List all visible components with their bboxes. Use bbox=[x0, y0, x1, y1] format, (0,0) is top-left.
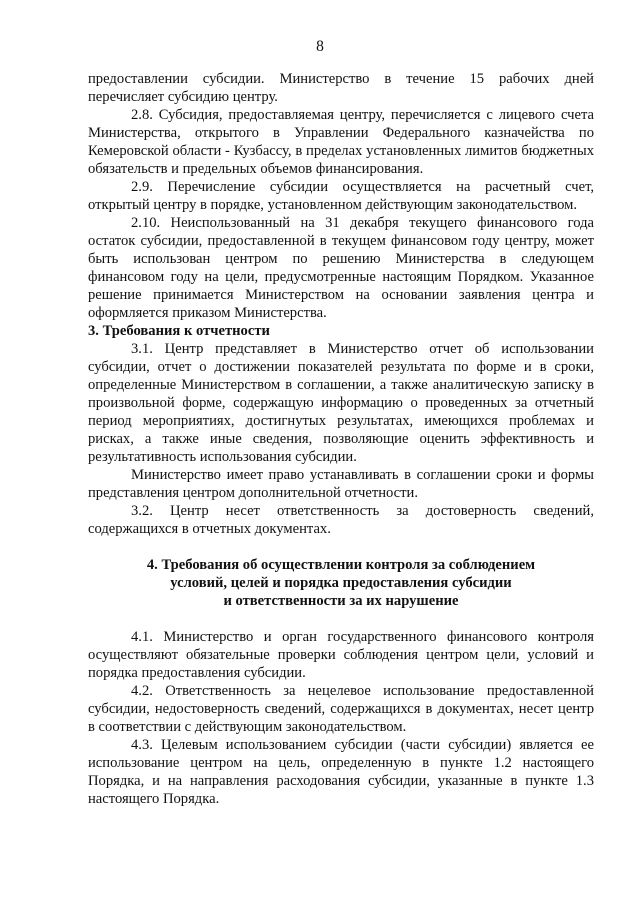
paragraph-4-3: 4.3. Целевым использованием субсидии (части субсидии) является ее использование центром на цель, определенную в пункте 1.2 настоящего Порядка, и на направления расходования субсидии, указанные в пункте 1.3 настоящего Порядка. bbox=[88, 737, 594, 807]
section-4-heading-line-3: и ответственности за их нарушение bbox=[223, 593, 459, 609]
paragraph-4-2: 4.2. Ответственность за нецелевое использование предоставленной субсидии, недостоверность сведений, содержащихся в документах, несет центр в соответствии с действующим законодательством. bbox=[88, 683, 594, 735]
paragraph-continuation: предоставлении субсидии. Министерство в течение 15 рабочих дней перечисляет субсидию центру. bbox=[88, 71, 594, 105]
paragraph-2-8: 2.8. Субсидия, предоставляемая центру, перечисляется с лицевого счета Министерства, открытого в Управлении Федерального казначейства по Кемеровской области - Кузбассу, в пределах установленных лимитов бюджетных обязательств и предельных объемов финансирования. bbox=[88, 107, 594, 177]
paragraph-4-1: 4.1. Министерство и орган государственного финансового контроля осуществляют обязательные проверки соблюдения центром цели, условий и порядка предоставления субсидии. bbox=[88, 629, 594, 681]
paragraph-3-1-rights: Министерство имеет право устанавливать в соглашении сроки и формы представления центром дополнительной отчетности. bbox=[88, 467, 594, 501]
section-4-heading-line-2: условий, целей и порядка предоставления субсидии bbox=[170, 575, 512, 591]
paragraph-2-10: 2.10. Неиспользованный на 31 декабря текущего финансового года остаток субсидии, предоставленной в текущем финансовом году центру, может быть использован центром по решению Министерства в следующем финансовом году на цели, предусмотренные настоящим Порядком. Указанное решение принимается Министерством на основании заявления центра и оформляется приказом Министерства. bbox=[88, 215, 594, 321]
section-3-heading: 3. Требования к отчетности bbox=[88, 323, 270, 339]
document-body bbox=[88, 70, 594, 808]
section-4-heading bbox=[88, 556, 594, 610]
paragraph-3-2: 3.2. Центр несет ответственность за достоверность сведений, содержащихся в отчетных документах. bbox=[88, 503, 594, 537]
paragraph-2-9: 2.9. Перечисление субсидии осуществляется на расчетный счет, открытый центру в порядке, установленном действующим законодательством. bbox=[88, 179, 594, 213]
section-4-heading-line-1: 4. Требования об осуществлении контроля за соблюдением bbox=[146, 557, 536, 573]
page-number: 8 bbox=[316, 38, 324, 55]
paragraph-3-1: 3.1. Центр представляет в Министерство отчет об использовании субсидии, отчет о достижении показателей результата по форме и в сроки, определенные Министерством в соглашении, а также аналитическую записку в произвольной форме, содержащую информацию о проведенных за отчетный период мероприятиях, достигнутых результатах, имеющихся проблемах и рисках, а также иные сведения, позволяющие оценить эффективность и результативность использования субсидии. bbox=[88, 341, 594, 465]
